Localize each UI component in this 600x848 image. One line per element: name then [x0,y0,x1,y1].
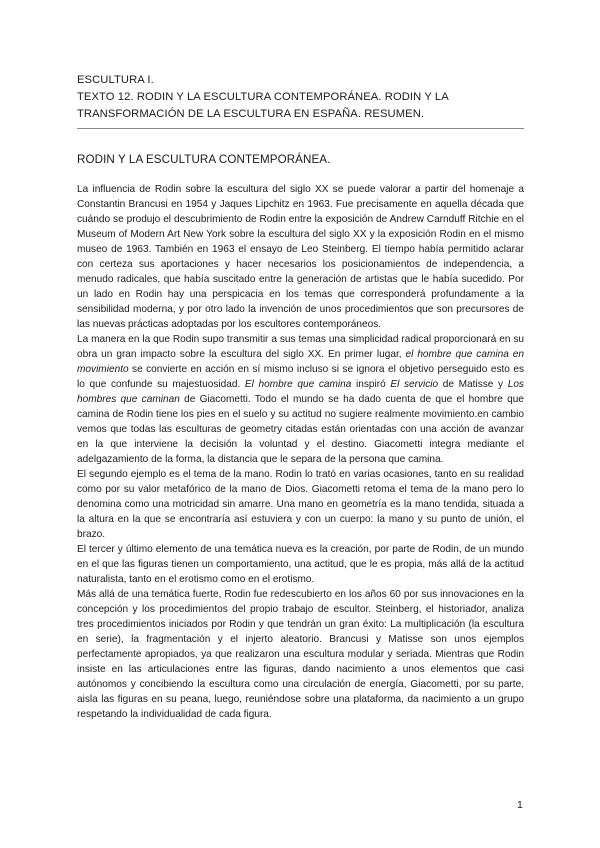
paragraph-5: Más allá de una temática fuerte, Rodin fue redescubierto en los años 60 por sus innovaciones en la concepción y los procedimientos del propio trabajo de escultor. Steinberg, el historiador, analiza tres procedimientos iniciados por Rodin y que tendrán un gran éxito: La multiplicación (la escultura en serie), la fragmentación y el injerto aleatorio. Brancusi y Matisse son unos ejemplos perfectamente apropiados, ya que realizaron una escultura modular y seriada. Mientras que Rodin insiste en las articulaciones entre las figuras, dando nacimiento a unos elementos que casi autónomos y concibiendo la escultura como una circulación de energía, Giacometti, por su parte, aisla las figuras en su peana, luego, reuniéndose sobre una plataforma, da nacimiento a un grupo respetando la individualidad de cada figura. [77,589,524,720]
text-title-line-2: TRANSFORMACIÓN DE LA ESCULTURA EN ESPAÑA. RESUMEN. [77,108,425,120]
paragraph-2-text-c: inspiró [351,379,391,390]
page-number: 1 [517,799,523,811]
italic-work-title-4: Los hombres que caminan [77,379,524,405]
paragraph-2-text-d: de Matisse y [438,379,508,390]
italic-work-title-2: El hombre que camina [244,379,352,390]
paragraph-2-text-e: de Giacometti. Todo el mundo se ha dado cuenta de que el hombre que camina de Rodin tiene los pies en el suelo y su actitud no sugiere realmente movimiento.en cambio vemos que todas las esculturas de geometry citadas están orientadas con una acción de avanzar en la que interviene la decisión la voluntad y el destino. Giacometti integra mediante el adelgazamiento de la forma, la distancia que le separa de la persona que camina. [77,394,524,465]
header-divider [77,128,524,129]
document-body [77,182,524,722]
course-title: ESCULTURA I. [77,74,154,86]
text-title-line-1: TEXTO 12. RODIN Y LA ESCULTURA CONTEMPORÁNEA. RODIN Y LA [77,91,449,103]
document-header [77,72,527,123]
italic-work-title-3: El servicio [390,379,439,390]
section-title: RODIN Y LA ESCULTURA CONTEMPORÁNEA. [77,153,331,166]
paragraph-2-text-b: se convierte en acción en sí mismo incluso si se ignora el objetivo perseguido esto es lo que confunde su majestuosidad. [77,364,524,390]
paragraph-1: La influencia de Rodin sobre la escultura del siglo XX se puede valorar a partir del homenaje a Constantin Brancusi en 1954 y Jaques Lipchitz en 1963. Fue precisamente en aquella década que cuándo se produjo el descubrimiento de Rodin entre la exposición de Andrew Carnduff Ritchie en el Museum of Modern Art New York sobre la escultura del siglo XX y la exposición Rodin en el mismo museo de 1963. También en 1963 el ensayo de Leo Steinberg. El tiempo había permitido aclarar con certeza sus aportaciones y hacer necesarios los posicionamientos de independencia, a menudo radicales, que había suscitado entre la generación de artistas que le había sucedido. Por un lado en Rodin hay una perspicacia en los temas que corresponderá profundamente a la sensibilidad moderna, y por otro lado la invención de unos procedimientos que son precursores de las nuevas prácticas adoptadas por los escultores contemporáneos. [77,184,524,330]
paragraph-4: El tercer y último elemento de una temática nueva es la creación, por parte de Rodin, de un mundo en el que las figuras tienen un comportamiento, una actitud, que le es propia, más allá de la actitud naturalista, tanto en el erotismo como en el erotismo. [77,544,524,585]
italic-work-title-1: el hombre que camina en movimiento [77,349,524,375]
paragraph-3: El segundo ejemplo es el tema de la mano. Rodin lo trató en varias ocasiones, tanto en su realidad como por su valor metafórico de la mano de Dios. Giacometti retoma el tema de la mano pero lo denomina como una motricidad sin amarre. Una mano en geometría es la mano tendida, situada a la altura en la que se encontraría así estuviera y con un cuerpo: la mano y su punto de unión, el brazo. [77,469,524,540]
paragraph-2-text-a: La manera en la que Rodin supo transmitir a sus temas una simplicidad radical proporcionará en su obra un gran impacto sobre la escultura del siglo XX. En primer lugar, [77,334,524,360]
paragraph-2 [77,332,524,467]
